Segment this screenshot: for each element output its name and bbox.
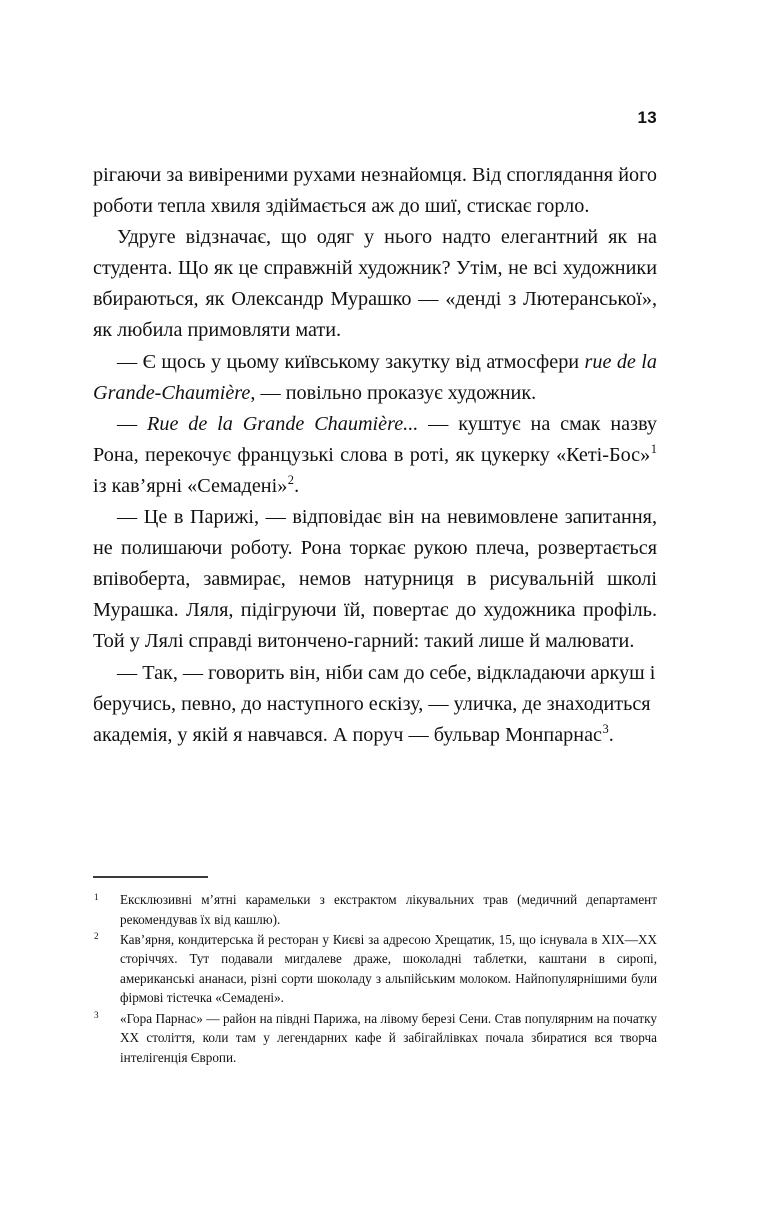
paragraph-4 xyxy=(93,409,657,502)
footnote-item-1 xyxy=(93,890,657,929)
paragraph-3-italic-phrase: rue de la Grande-Chaumière xyxy=(93,350,657,404)
page-number: 13 xyxy=(637,108,657,127)
footnote-text-2: Кав’ярня, кондитерська й ресторан у Києві за адресою Хрещатик, 15, що існувала в XIX—XX сторіччях. Тут подавали мигдалеве драже, шоколадні таблетки, каштани в сиропі, американські ананаси, різні сорти шоколаду з альпійським молоком. Найпопулярнішими були фірмові тістечка «Семадені». xyxy=(120,931,657,1006)
footnotes-block xyxy=(93,890,657,1068)
paragraph-2 xyxy=(93,222,657,346)
footnote-marker-2: 2 xyxy=(94,931,99,942)
footnote-item-3 xyxy=(93,1009,657,1068)
footnote-item-2 xyxy=(93,930,657,1008)
footnote-text-1: Ексклюзивні м’ятні карамельки з екстрактом лікувальних трав (медичний департамент рекомендував їх від кашлю). xyxy=(120,892,657,927)
footnote-marker-3: 3 xyxy=(94,1010,99,1021)
paragraph-5-text: — Це в Парижі, — відповідає він на невимовлене запитання, не полишаючи роботу. Рона торкає рукою плеча, розвертається впівоберта, завмирає, немов натурниця в рисувальній школі Мурашка. Ляля, підігруючи їй, повертає до художника профіль. Той у Лялі справді витончено-гарний: такий лише й малювати. xyxy=(93,506,657,653)
paragraph-6 xyxy=(93,658,657,751)
paragraph-4-lead: — xyxy=(117,412,148,435)
footnote-ref-3[interactable]: 3 xyxy=(602,721,609,736)
paragraph-2-text: Удруге відзначає, що одяг у нього надто елегантний як на студента. Що як це справжній художник? Утім, не всі художники вбираються, як Олександр Мурашко — «денді з Лютеранської», як любила примовляти мати. xyxy=(93,226,657,342)
body-text-block xyxy=(93,160,657,751)
footnote-marker-1: 1 xyxy=(94,891,99,902)
paragraph-3-tail: , — повільно проказує художник. xyxy=(250,381,537,404)
footnote-ref-2[interactable]: 2 xyxy=(287,473,295,488)
paragraph-3 xyxy=(93,347,657,409)
paragraph-1-text: рігаючи за вивіреними рухами незнайомця. Від споглядання його роботи тепла хвиля здіймається аж до шиї, стискає горло. xyxy=(93,164,657,218)
paragraph-3-lead: — Є щось у цьому київському закутку від атмосфери xyxy=(117,350,585,373)
paragraph-4-tail2: із кав’ярні «Семадені» xyxy=(93,474,288,497)
paragraph-6-lead: — Так, — говорить він, ніби сам до себе, відкладаючи аркуш і беручись, певно, до наступного ескізу, — уличка, де знаходиться академія, у якій я навчався. А поруч — бульвар Монпарнас xyxy=(93,661,656,746)
paragraph-5 xyxy=(93,502,657,657)
paragraph-4-tail: — куштує на смак назву Рона, перекочує французькі слова в роті, як цукерку «Кеті-Бос» xyxy=(93,412,658,466)
footnote-ref-1[interactable]: 1 xyxy=(650,442,657,457)
footnote-text-3: «Гора Парнас» — район на півдні Парижа, на лівому березі Сени. Став популярним на початку XX століття, коли там у легендарних кафе й забігайлівках почала збиратися вся творча інтелігенція Європи. xyxy=(120,1010,657,1065)
paragraph-6-tail: . xyxy=(608,723,614,746)
paragraph-4-tail3: . xyxy=(294,474,300,497)
paragraph-1 xyxy=(93,160,657,222)
paragraph-4-italic-phrase: Rue de la Grande Chaumière... xyxy=(147,412,419,435)
footnote-separator-rule xyxy=(93,876,208,878)
